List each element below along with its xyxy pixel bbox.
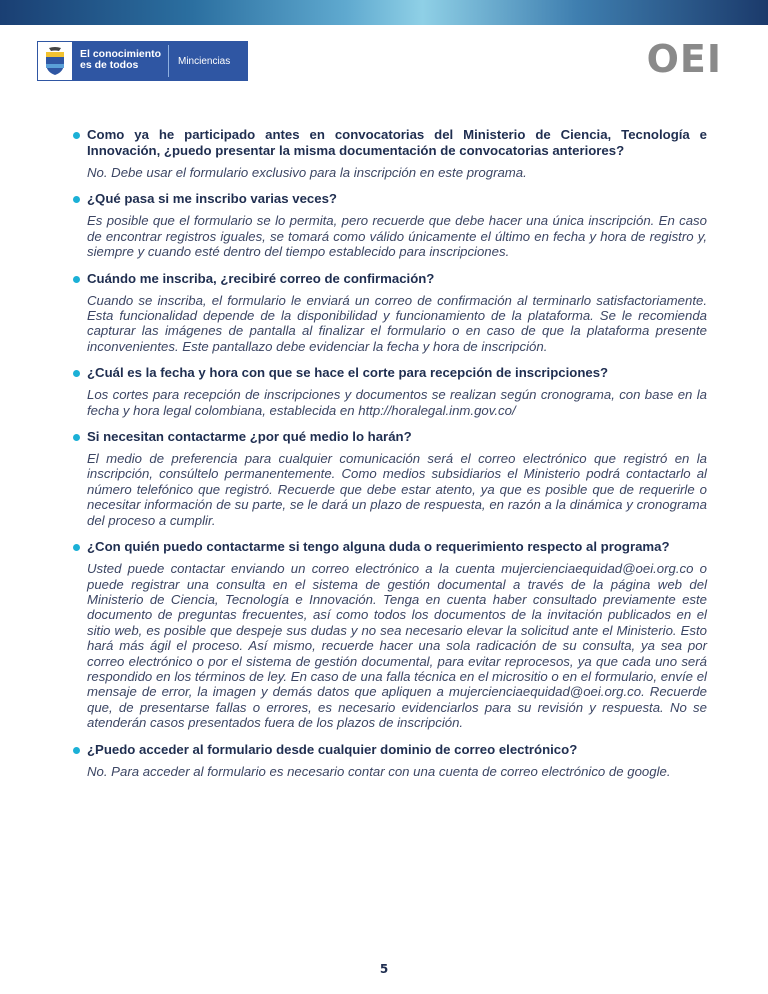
header-decorative-band [0,0,768,25]
faq-question-text: Como ya he participado antes en convocatorias del Ministerio de Ciencia, Tecnología e Innovación, ¿puedo presentar la misma documentación de convocatorias anteriores? [87,127,707,158]
faq-answer: Es posible que el formulario se lo permita, pero recuerde que debe hacer una única inscripción. En caso de encontrar registros iguales, se tomará como válido únicamente el último en fecha y hora de registro y, siempre y cuando esté dentro del tiempo establecido para inscripciones. [87,213,707,260]
faq-question-text: ¿Puedo acceder al formulario desde cualquier dominio de correo electrónico? [87,741,578,757]
bullet-icon [73,544,80,551]
faq-item [73,127,707,180]
logo-tagline [73,41,168,81]
faq-list [73,127,707,790]
logo-tagline-line2: es de todos [80,59,139,71]
faq-item [73,191,707,259]
faq-question [73,271,707,287]
logo-tagline-line1: El conocimiento [80,48,162,60]
faq-question [73,429,707,445]
faq-item [73,365,707,418]
page-number: 5 [379,962,389,976]
faq-answer: Usted puede contactar enviando un correo electrónico a la cuenta mujercienciaequidad@oei.org.co o puede registrar una consulta en el sistema de gestión documental a través de la página web del Ministerio de Ciencia, Tecnología e Innovación. Tenga en cuenta haber consultado previamente este documento de preguntas frecuentes, así como todos los documentos de la invitación publicados en el sitio web, es posible que despeje sus dudas y no sea necesario elevar la solicitud ante el Ministerio. Esto hará más ágil el proceso. Así mismo, recuerde hacer una sola radicación de su consulta, ya sea por correo electrónico o por el sistema de gestión documental, para evitar reprocesos, ya que cada uno será respondido en los términos de ley. En caso de una falla técnica en el micrositio o en el formulario, envíe el mensaje de error, la imagen y demás datos que apliquen a mujercienciaequidad@oei.org.co. Recuerde que, de presentarse fallas o errores, es necesario evidenciarlos para su revisión y respuesta. No se atenderán casos presentados fuera de los plazos de inscripción. [87,561,707,731]
faq-question [73,365,707,381]
bullet-icon [73,132,80,139]
logo-ministry: Minciencias [178,55,231,67]
faq-answer: El medio de preferencia para cualquier comunicación será el correo electrónico que registró en la inscripción, consúltelo permanentemente. Como medios subsidiarios el Ministerio podrá contactarlo al número telefónico que registró. Recuerde que debe estar atento, ya que es posible que de requerirle o necesitar información de su parte, se le dará un plazo de respuesta, en razón a la dinámica y cronograma del proceso a cumplir. [87,451,707,528]
faq-question-text: Cuándo me inscriba, ¿recibiré correo de confirmación? [87,270,435,286]
faq-question [73,742,707,758]
faq-question-text: ¿Qué pasa si me inscribo varias veces? [87,191,337,207]
faq-question [73,191,707,207]
bullet-icon [73,747,80,754]
government-logo [37,41,248,81]
faq-answer: No. Debe usar el formulario exclusivo para la inscripción en este programa. [87,165,527,180]
bullet-icon [73,434,80,441]
faq-question-text: ¿Cuál es la fecha y hora con que se hace el corte para recepción de inscripciones? [87,365,609,381]
bullet-icon [73,276,80,283]
bullet-icon [73,370,80,377]
faq-item [73,742,707,779]
faq-item [73,429,707,528]
faq-answer: Los cortes para recepción de inscripciones y documentos se realizan según cronograma, con base en la fecha y hora legal colombiana, establecida en http://horalegal.inm.gov.co/ [87,387,707,418]
faq-answer: Cuando se inscriba, el formulario le enviará un correo de confirmación al terminarlo satisfactoriamente. Esta funcionalidad depende de la disponibilidad y funcionamiento de la plataforma. Se le recomienda capturar las imágenes de pantalla al finalizar el formulario o en caso de que la plataforma presente inconvenientes. Este pantallazo debe evidenciar la fecha y hora de inscripción. [87,292,707,354]
oei-logo: OEI [646,37,722,81]
faq-question-text: ¿Con quién puedo contactarme si tengo alguna duda o requerimiento respecto al programa? [87,539,670,555]
faq-item [73,539,707,730]
faq-question-text: Si necesitan contactarme ¿por qué medio lo harán? [87,429,412,445]
bullet-icon [73,196,80,203]
coat-of-arms-icon [37,41,73,81]
faq-question [73,127,707,159]
faq-item [73,271,707,355]
faq-answer: No. Para acceder al formulario es necesario contar con una cuenta de correo electrónico de google. [87,763,671,779]
faq-question [73,539,707,555]
